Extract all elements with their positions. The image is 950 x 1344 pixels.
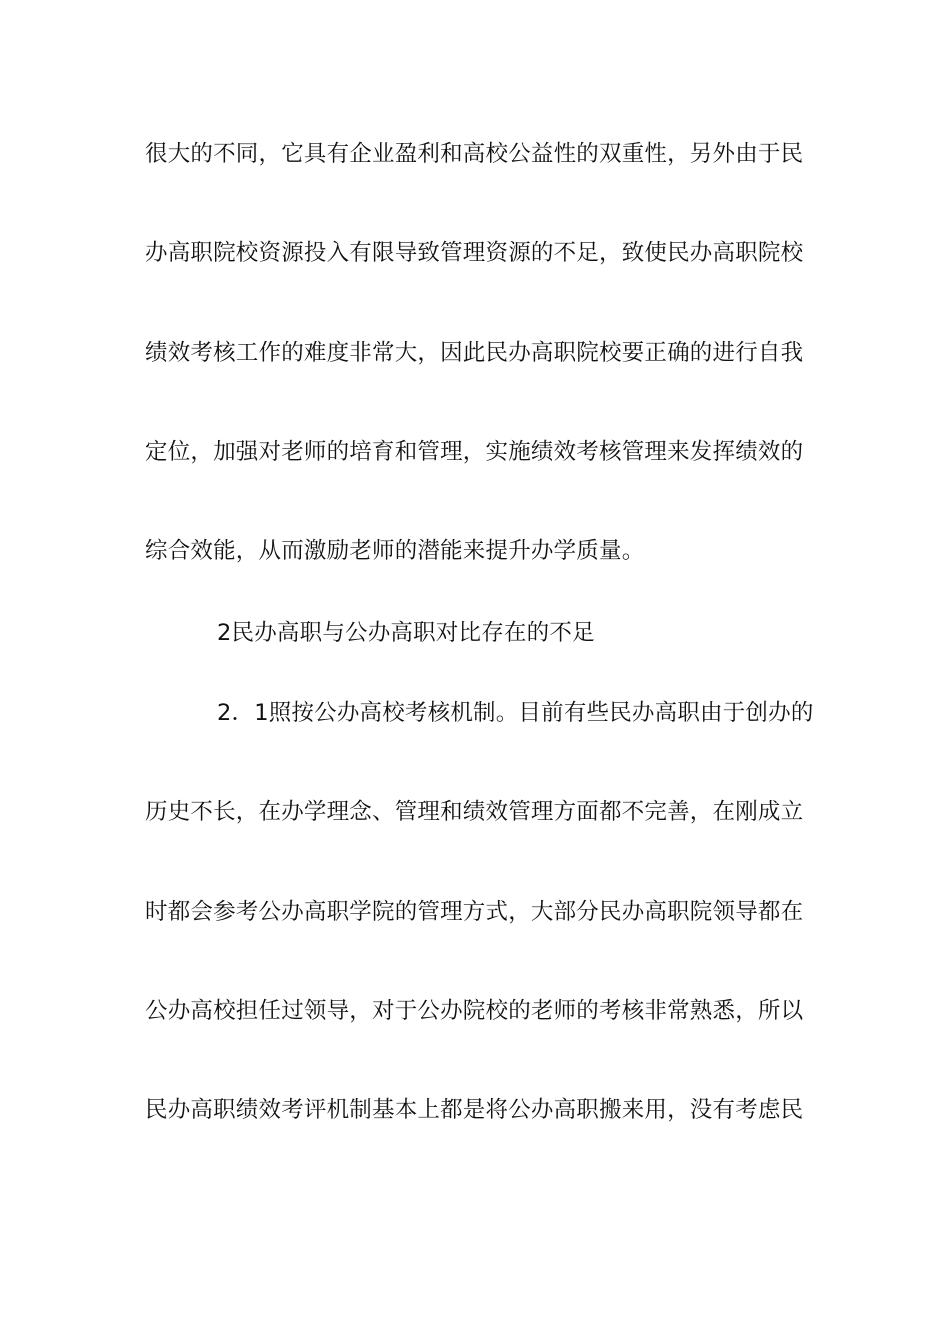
text-line-10: 公办高校担任过领导，对于公办院校的老师的考核非常熟悉，所以 <box>145 998 804 1024</box>
text-line-2: 办高职院校资源投入有限导致管理资源的不足，致使民办高职院校 <box>145 240 804 266</box>
text-line-1: 很大的不同，它具有企业盈利和高校公益性的双重性，另外由于民 <box>145 141 804 167</box>
text-line-9: 时都会参考公办高职学院的管理方式，大部分民办高职院领导都在 <box>145 899 804 925</box>
text-line-11: 民办高职绩效考评机制基本上都是将公办高职搬来用，没有考虑民 <box>145 1097 804 1123</box>
text-line-8: 历史不长，在办学理念、管理和绩效管理方面都不完善，在刚成立 <box>145 799 804 825</box>
text-line-4: 定位，加强对老师的培育和管理，实施绩效考核管理来发挥绩效的 <box>145 439 804 465</box>
text-line-5: 综合效能，从而激励老师的潜能来提升办学质量。 <box>145 538 645 564</box>
section-heading: 2民办高职与公办高职对比存在的不足 <box>217 620 595 646</box>
text-line-7: 2．1照按公办高校考核机制。目前有些民办高职由于创办的 <box>217 700 814 726</box>
text-line-3: 绩效考核工作的难度非常大，因此民办高职院校要正确的进行自我 <box>145 340 804 366</box>
